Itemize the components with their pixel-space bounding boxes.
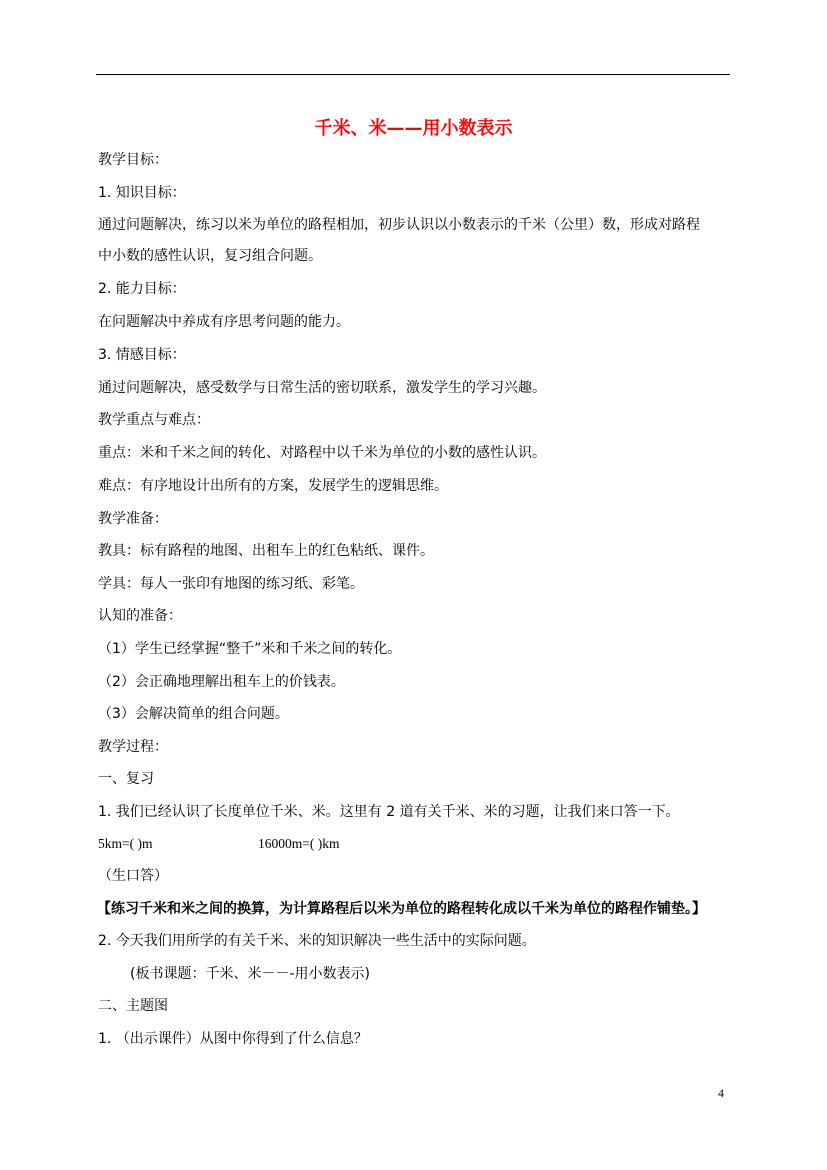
page-title: 千米、米——用小数表示 [314,118,513,139]
line-learning-aids: 学具：每人一张印有地图的练习纸、彩笔。 [98,576,364,592]
line-preparation: 教学准备： [98,511,168,527]
line-teaching-goals: 教学目标： [98,152,168,168]
line-section-theme: 二、主题图 [98,998,168,1014]
page-number: 4 [718,1086,724,1100]
line-cognitive-prep: 认知的准备： [98,608,182,624]
line-emotion-text: 通过问题解决，感受数学与日常生活的密切联系，激发学生的学习兴趣。 [98,380,546,396]
header-rule [96,74,730,75]
line-prep-item-3: （3）会解决简单的组合问题。 [98,706,289,722]
line-prep-item-1: （1）学生已经掌握“整千”米和千米之间的转化。 [98,641,402,657]
line-prep-item-2: （2）会正确地理解出租车上的价钱表。 [98,674,345,690]
line-student-answer: （生口答） [98,868,168,884]
line-key-points: 教学重点与难点： [98,412,210,428]
line-teaching-aids: 教具：标有路程的地图、出租车上的红色粘纸、课件。 [98,543,434,559]
line-key-point: 重点：米和千米之间的转化、对路程中以千米为单位的小数的感性认识。 [98,445,546,461]
exercise-a: 5km=( )m [98,836,153,851]
line-knowledge-text-2: 中小数的感性认识，复习组合问题。 [98,248,322,264]
line-ability-goal: 2. 能力目标： [98,281,186,297]
line-theme-1: 1. （出示课件）从图中你得到了什么信息？ [98,1031,368,1047]
exercise-b: 16000m=( )km [258,836,340,851]
line-board-title: (板书课题：千米、米－－-用小数表示) [130,966,370,982]
line-knowledge-text-1: 通过问题解决，练习以米为单位的路程相加，初步认识以小数表示的千米（公里）数，形成对路程 [98,217,700,233]
line-teaching-process: 教学过程： [98,739,168,755]
line-review-1: 1. 我们已经认识了长度单位千米、米。这里有 2 道有关千米、米的习题，让我们来口答一下。 [98,804,680,820]
line-ability-text: 在问题解决中养成有序思考问题的能力。 [98,314,350,330]
line-section-review: 一、复习 [98,771,154,787]
line-knowledge-goal: 1. 知识目标： [98,185,186,201]
line-review-2: 2. 今天我们用所学的有关千米、米的知识解决一些生活中的实际问题。 [98,933,536,949]
line-bracket-note: 【练习千米和米之间的换算，为计算路程后以米为单位的路程转化成以千米为单位的路程作铺垫。】 [97,901,706,917]
line-emotion-goal: 3. 情感目标： [98,347,186,363]
line-difficult-point: 难点：有序地设计出所有的方案，发展学生的逻辑思维。 [98,478,448,494]
